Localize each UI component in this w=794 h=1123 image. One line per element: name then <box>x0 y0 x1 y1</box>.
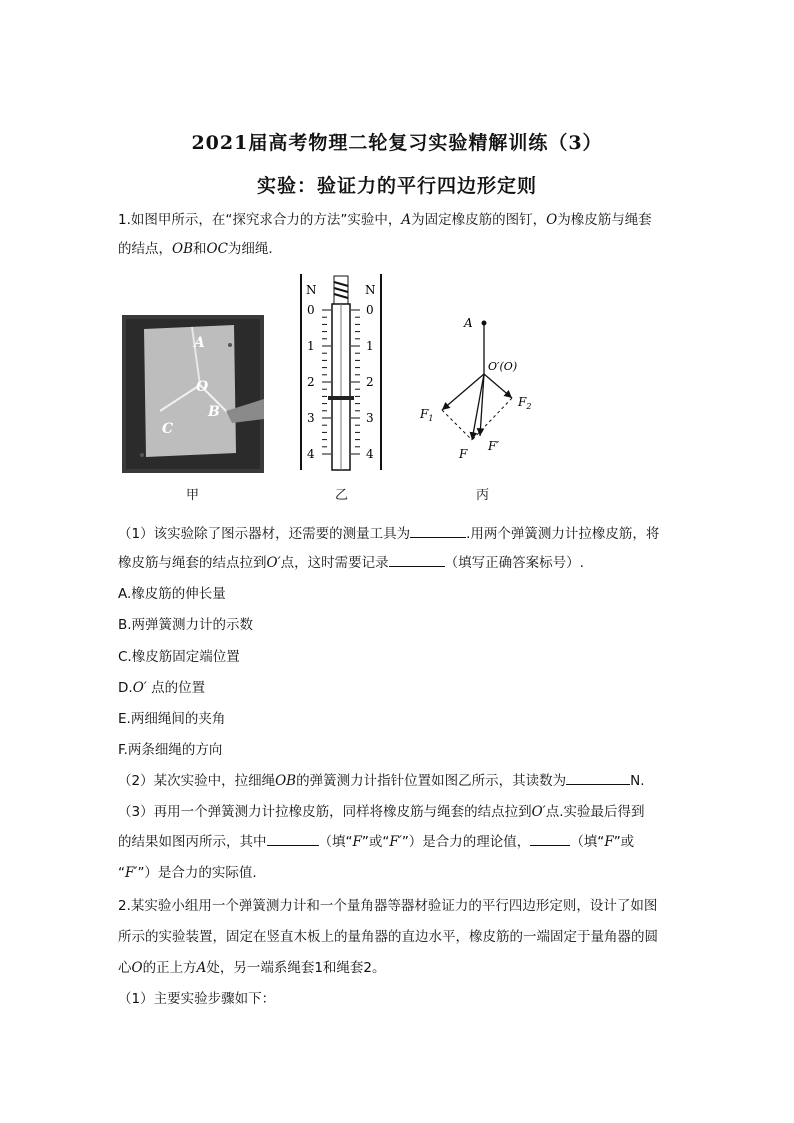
pointer <box>328 396 354 400</box>
text: 的弹簧测力计指针位置如图乙所示，其读数为 <box>296 773 567 789</box>
scale-tick-label-right: 1 <box>366 339 374 353</box>
q2-line3 <box>118 956 386 976</box>
figure-yi-scale <box>292 272 392 474</box>
diagram-label-f: F <box>459 447 468 461</box>
scale-tick-label-left: 1 <box>307 339 315 353</box>
text: 橡皮筋与绳套的结点拉到 <box>118 555 267 571</box>
text: （3）再用一个弹簧测力计拉橡皮筋，同样将橡皮筋与绳套的结点拉到 <box>118 804 532 820</box>
scale-unit-left: N <box>306 283 317 297</box>
option-c: C.橡皮筋固定端位置 <box>118 649 240 665</box>
var-f-prime: F′ <box>389 834 402 850</box>
q2-step: （1）主要实验步骤如下： <box>118 991 276 1007</box>
pin-dot <box>228 343 232 347</box>
text: ”或“ <box>361 834 390 850</box>
text: （填写正确答案标号）. <box>444 555 584 571</box>
text: 心 <box>118 960 132 976</box>
scale-tick-label-right: 0 <box>366 303 374 317</box>
option-b: B.两弹簧测力计的示数 <box>118 617 254 633</box>
var-OB: OB <box>172 241 193 257</box>
option-d <box>118 676 205 696</box>
photo-label-b: B <box>208 404 220 420</box>
var-f: F <box>352 834 362 850</box>
q2-line1: 2.某实验小组用一个弹簧测力计和一个量角器等器材验证力的平行四边形定则，设计了如图 <box>118 898 658 914</box>
text: （填“ <box>570 834 605 850</box>
text: 点，这时需要记录 <box>280 555 389 571</box>
caption-jia: 甲 <box>186 488 200 503</box>
diagram-label-a: A <box>464 316 473 330</box>
arrow-f1 <box>442 374 484 410</box>
diagram-label-f1: $F_1$ <box>420 407 434 423</box>
text: 为细绳. <box>227 241 273 257</box>
answer-blank[interactable] <box>267 833 319 846</box>
text: 的结点， <box>118 241 172 257</box>
var-o-prime: O′ <box>132 680 147 696</box>
page-subtitle: 实验：验证力的平行四边形定则 <box>256 175 537 197</box>
var-A: A <box>401 212 412 228</box>
q2-line2: 所示的实验装置，固定在竖直木板上的量角器的直边水平，橡皮筋的一端固定于量角器的圆 <box>118 929 658 945</box>
q1-part1-line2 <box>118 551 584 571</box>
text: 点的位置 <box>146 680 206 696</box>
text: ”）是合力的实际值. <box>137 865 257 881</box>
text: N. <box>630 773 645 789</box>
scale-tick-label-left: 2 <box>307 375 315 389</box>
q1-part3-line1 <box>118 800 645 820</box>
arrow-f2 <box>484 374 512 398</box>
scale-tick-label-left: 4 <box>307 447 315 461</box>
var-f-prime: F′ <box>125 865 138 881</box>
scale-tick-label-right: 3 <box>366 411 374 425</box>
text: 的正上方 <box>142 960 197 976</box>
text: （填“ <box>318 834 353 850</box>
text: D. <box>118 680 133 696</box>
photo-label-a: A <box>194 335 205 351</box>
var-f: F <box>604 834 614 850</box>
scale-tick-label-right: 2 <box>366 375 374 389</box>
text: ”）是合力的理论值， <box>401 834 531 850</box>
figure-jia-photo <box>122 315 264 473</box>
answer-blank[interactable] <box>389 554 445 567</box>
text: 点.实验最后得到 <box>545 804 645 820</box>
dash-line <box>442 410 472 440</box>
text: 处，另一端系绳套1和绳套2。 <box>206 960 386 976</box>
var-o-prime: O′ <box>266 555 281 571</box>
answer-blank[interactable] <box>566 772 630 785</box>
q1-part3-line2 <box>118 830 634 850</box>
diagram-label-f2: $F_2$ <box>518 395 532 411</box>
q1-part2 <box>118 769 644 789</box>
option-e: E.两细绳间的夹角 <box>118 711 226 727</box>
text: （1）该实验除了图示器材，还需要的测量工具为 <box>118 526 411 542</box>
q1-part1-line1 <box>118 522 659 542</box>
var-o-prime: O′ <box>531 804 546 820</box>
option-a: A.橡皮筋的伸长量 <box>118 586 226 602</box>
caption-yi: 乙 <box>335 488 349 503</box>
scale-tick-label-right: 4 <box>366 447 374 461</box>
photo-label-o: O <box>196 379 209 395</box>
answer-blank[interactable] <box>410 525 466 538</box>
text: 和 <box>193 241 207 257</box>
var-OC: OC <box>206 241 228 257</box>
page-title: 2021届高考物理二轮复习实验精解训练（3） <box>191 132 603 154</box>
text: 1.如图甲所示，在“探究求合力的方法”实验中， <box>118 212 402 228</box>
caption-bing: 丙 <box>476 488 490 503</box>
option-f: F.两条细绳的方向 <box>118 742 223 758</box>
pin-dot <box>140 453 144 457</box>
q1-part3-line3 <box>118 861 257 881</box>
text: 为橡皮筋与绳套 <box>557 212 652 228</box>
text: “ <box>118 865 125 881</box>
diagram-label-f-prime: F′ <box>488 439 500 453</box>
diagram-label-o: O′(O) <box>488 360 518 373</box>
scale-unit-right: N <box>365 283 376 297</box>
q1-intro-line1 <box>118 208 652 228</box>
photo-label-c: C <box>162 421 174 437</box>
text: （2）某次实验中，拉细绳 <box>118 773 276 789</box>
figure-bing-diagram <box>412 312 562 462</box>
q1-intro-line2 <box>118 237 273 257</box>
text: 为固定橡皮筋的图钉， <box>411 212 547 228</box>
text: ”或 <box>613 834 635 850</box>
var-o: O <box>131 960 143 976</box>
var-a: A <box>196 960 207 976</box>
text: .用两个弹簧测力计拉橡皮筋，将 <box>466 526 660 542</box>
answer-blank[interactable] <box>530 833 570 846</box>
var-ob: OB <box>275 773 297 789</box>
text: 的结果如图丙所示，其中 <box>118 834 267 850</box>
scale-tick-label-left: 3 <box>307 411 315 425</box>
scale-tick-label-left: 0 <box>307 303 315 317</box>
var-O: O <box>546 212 558 228</box>
